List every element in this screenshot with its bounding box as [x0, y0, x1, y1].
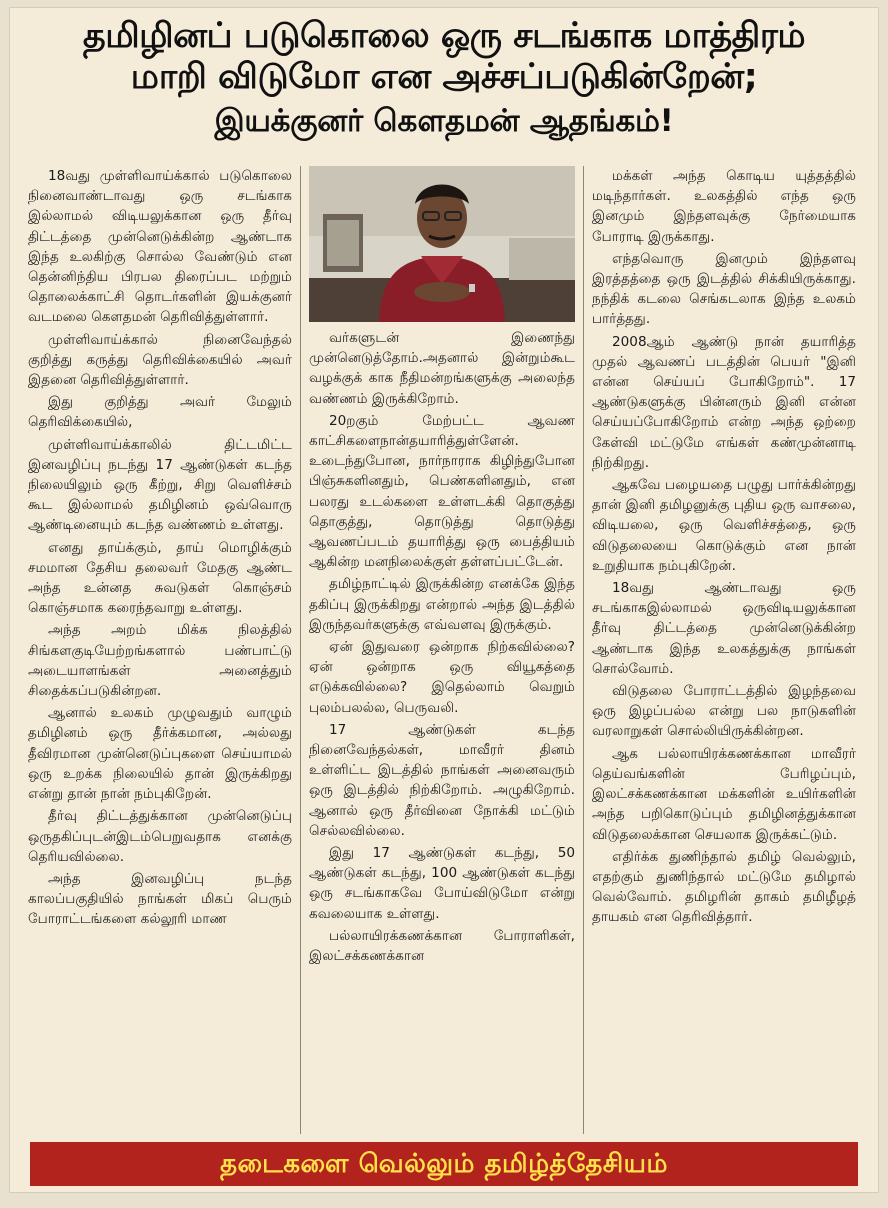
- article-paragraph: அந்த இனவழிப்பு நடந்த காலப்பகுதியில் நாங்கள் மிகப் பெரும் போராட்டங்களை கல்லூரி மாண: [28, 870, 292, 928]
- portrait-image: [309, 166, 575, 322]
- column-divider: [583, 166, 584, 1134]
- article-paragraph: எனது தாய்க்கும், தாய் மொழிக்கும் சமமான தேசிய தலைவர் மேதகு ஆண்ட அந்த உன்னத சுவடுகள் கொஞ்சம் கொஞ்சமாக கரைந்தவாறு உள்ளது.: [28, 539, 292, 617]
- article-paragraph: ஏன் இதுவரை ஒன்றாக நிற்கவில்லை? ஏன் ஒன்றாக ஒரு வியூகத்தை எடுக்கவில்லை? இதெல்லாம் வெறும் புலம்பலல்ல, பெருவலி.: [309, 639, 575, 716]
- article-paragraph: தீர்வு திட்டத்துக்கான முன்னெடுப்பு ஒருதகிப்புடன்இடம்பெறுவதாக எனக்கு தெரியவில்லை.: [28, 808, 292, 865]
- article-paragraph: இது 17 ஆண்டுகள் கடந்து, 50 ஆண்டுகள் கடந்து, 100 ஆண்டுகள் கடந்து ஒரு சடங்காகவே போய்விடுமோ என்று கவலையாக உள்ளது.: [309, 845, 575, 922]
- headline-line-1: தமிழினப் படுகொலை ஒரு சடங்காக மாத்திரம்: [82, 16, 806, 56]
- director-photo: [309, 166, 575, 322]
- newspaper-page: [10, 8, 878, 1192]
- column-divider: [300, 166, 301, 1134]
- column-middle: [309, 166, 575, 1134]
- article-paragraph: மக்கள் அந்த கொடிய யுத்தத்தில் மடிந்தார்கள். உலகத்தில் எந்த ஒரு இனமும் இந்தளவுக்கு நேர்மையாக போராடி இருக்காது.: [592, 168, 856, 245]
- article-paragraph: வர்களுடன் இணைந்து முன்னெடுத்தோம்.அதனால் இன்றும்கூட வழக்குக் காக நீதிமன்றங்களுக்கு அலைந்த வண்ணம் இருக்கிறோம்.: [309, 330, 575, 407]
- article-paragraph: 18வது முள்ளிவாய்க்கால் படுகொலை நினைவாண்டாவது ஒரு சடங்காக இல்லாமல் விடியலுக்கான ஒரு தீர்வு திட்டத்தை முன்னெடுக்கின்ற ஆண்டாக இந்த உலகிற்கு சொல்ல வேண்டும் என தென்னிந்திய பிரபல திரைப்பட மற்றும் தொலைக்காட்சி தொடர்களின் இயக்குனர் வடமலை கௌதமன் தெரிவித்துள்ளார்.: [28, 168, 292, 326]
- article-paragraph: இது குறித்து அவர் மேலும் தெரிவிக்கையில்,: [28, 394, 292, 431]
- article-paragraph: 18வது ஆண்டாவது ஒரு சடங்காகஇல்லாமல் ஒருவிடியலுக்கான தீர்வு திட்டத்தை முன்னெடுக்கின்ற ஆண்டாக இந்த உலகத்துக்கு நாங்கள் சொல்வோம்.: [592, 580, 856, 677]
- article-paragraph: விடுதலை போராட்டத்தில் இழந்தவை ஒரு இழப்பல்ல என்று பல நாடுகளின் வரலாறுகள் சொல்லியிருக்கின்றன.: [592, 683, 856, 740]
- headline-subtitle: இயக்குனர் கௌதமன் ஆதங்கம்!: [214, 102, 674, 139]
- article-paragraph: எதிர்க்க துணிந்தால் தமிழ் வெல்லும், எதற்கும் துணிந்தால் மட்டுமே தமிழால் வெல்வோம். தமிழரின் தாகம் தமிழீழத் தாயகம் என தெரிவித்தார்.: [592, 848, 856, 926]
- article-paragraph: 20றகும் மேற்பட்ட ஆவண காட்சிகளைநான்தயாரித்துள்ளேன். உடைந்துபோன, நார்நாராக கிழிந்துபோன பிஞ்சுகளினதும், பெண்களினதும், என பலரது உடல்களை உள்ளடக்கி தொகுத்து தொகுத்து, தொடுத்து தொடுத்து ஆவணப்படம் தயாரித்து ஒரு பைத்தியம் ஆகின்ற மனநிலைக்குள் தள்ளப்பட்டேன்.: [309, 412, 575, 571]
- footer-banner: தடைகளை வெல்லும் தமிழ்த்தேசியம்: [30, 1142, 858, 1186]
- article-paragraph: தமிழ்நாட்டில் இருக்கின்ற எனக்கே இந்த தகிப்பு இருக்கிறது என்றால் அந்த இடத்தில் இருந்தவர்களுக்கு எவ்வளவு இருக்கும்.: [309, 576, 575, 633]
- article-paragraph: எந்தவொரு இனமும் இந்தளவு இரத்தத்தை ஒரு இடத்தில் சிக்கியிருக்காது. நந்திக் கடலை செங்கடலாக இந்த உலகம் பார்த்தது.: [592, 250, 856, 328]
- article-paragraph: 17 ஆண்டுகள் கடந்த நினைவேந்தல்கள், மாவீரர் தினம் உள்ளிட்ட இடத்தில் நாங்கள் அனைவரும் ஒரு இடத்தில் நிற்கிறோம். அழுகிறோம். ஆனால் ஒரு தீர்வினை நோக்கி மட்டும் செல்லவில்லை.: [309, 721, 575, 839]
- article-paragraph: முள்ளிவாய்க்காலில் திட்டமிட்ட இனவழிப்பு நடந்து 17 ஆண்டுகள் கடந்த நிலையிலும் ஒரு கீற்று, சிறு வெளிச்சம் கூட இல்லாமல் தமிழினம் ஒவ்வொரு ஆண்டினையும் கடந்த வண்ணம் உள்ளது.: [28, 436, 292, 534]
- article-paragraph: ஆக பல்லாயிரக்கணக்கான மாவீரர் தெய்வங்களின் பேரிழப்பும், இலட்சக்கணக்கான மக்களின் உயிர்களின் அந்த பறிகொடுப்பும் தமிழினத்துக்கான விடுதலைக்கான செயலாக இருக்கட்டும்.: [592, 745, 856, 843]
- headline-line-2: மாறி விடுமோ என அச்சப்படுகின்றேன்;: [130, 57, 758, 98]
- article-paragraph: 2008ஆம் ஆண்டு நான் தயாரித்த முதல் ஆவணப் படத்தின் பெயர் "இனி என்ன செய்யப் போகிறோம்". 17 ஆண்டுகளுக்கு பின்னரும் இனி என்ன செய்யப்போகிறோம் என்ற அந்த ஒற்றை கேள்வி மட்டுமே எங்கள் கண்முன்னாடி நிற்கிறது.: [592, 333, 856, 471]
- article-paragraph: முள்ளிவாய்க்கால் நினைவேந்தல் குறித்து கருத்து தெரிவிக்கையில் அவர் இதனை தெரிவித்துள்ளார்.: [28, 331, 292, 389]
- article-paragraph: பல்லாயிரக்கணக்கான போராளிகள், இலட்சக்கணக்கான: [309, 927, 575, 965]
- article-paragraph: அந்த அறம் மிக்க நிலத்தில் சிங்களகுடியேற்றங்களால் பண்பாட்டு அடையாளங்கள் அனைத்தும் சிதைக்கப்படுகின்றன.: [28, 622, 292, 700]
- column-right: [592, 166, 856, 1134]
- article-columns: [28, 166, 860, 1134]
- article-paragraph: ஆனால் உலகம் முழுவதும் வாழும் தமிழினம் ஒரு தீர்க்கமான, அல்லது தீவிரமான முன்னெடுப்புகளை செய்யாமல் ஒரு உறக்க நிலையில் தான் இருக்கிறது என்று தான் நான் நம்புகிறேன்.: [28, 705, 292, 803]
- article-paragraph: ஆகவே பழையதை பழுது பார்க்கின்றது தான் இனி தமிழனுக்கு புதிய ஒரு வாசலை, விடியலை, ஒரு வெளிச்சத்தை, ஒரு விடுதலையை கொடுக்கும் என நான் உறுதியாக நம்புகிறேன்.: [592, 477, 856, 574]
- column-left: [28, 166, 292, 1134]
- column-middle-text: [309, 328, 575, 966]
